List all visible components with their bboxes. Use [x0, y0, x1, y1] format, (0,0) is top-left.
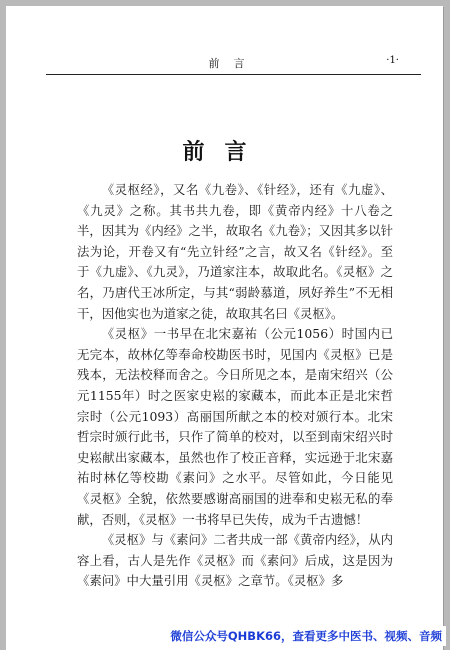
book-page [6, 6, 443, 650]
paragraph-2: 《灵枢》一书早在北宋嘉祐（公元1056）时国内已无完本，故林亿等奉命校勘医书时，见国内《灵枢》已是残本，无法校释而舍之。今日所见之本，是南宋绍兴（公元1155年）时之医家史崧的家藏本，而此本正是北宋哲宗时（公元1093）高丽国所献之本的校对颁行本。北宋哲宗时颁行此书，只作了简单的校对，以至到南宋绍兴时史崧献出家藏本，虽然也作了校正音释，实远逊于北宋嘉祐时林亿等校勘《素问》之水平。尽管如此，今日能见《灵枢》全貌，依然要感谢高丽国的进奉和史崧无私的奉献，否则，《灵枢》一书将早已失传，成为千古遗憾！ [77, 326, 393, 527]
page-header [46, 53, 421, 71]
page-number: ·1· [386, 55, 399, 66]
running-title: 前言 [208, 57, 259, 70]
paragraph-1: 《灵枢经》，又名《九卷》、《针经》，还有《九虚》、《九灵》之称。其书共九卷，即《黄帝内经》十八卷之半，因其为《内经》之半，故取名《九卷》；又因其多以针法为论，开卷又有“先立针经”之言，故又名《针经》。至于《九虚》、《九灵》，乃道家注本，故取此名。《灵枢》之名，乃唐代王冰所定，与其“弱龄慕道，夙好养生”不无相干，因他实也为道家之徒，故取其名曰《灵枢》。 [77, 182, 393, 321]
header-rule [46, 74, 421, 75]
body-text [77, 180, 393, 592]
paragraph-3: 《灵枢》与《素问》二者共成一部《黄帝内经》，从内容上看，古人是先作《灵枢》而《素问》后成，这是因为《素问》中大量引用《灵枢》之章节。《灵枢》多 [77, 532, 393, 589]
chapter-title: 前言 [182, 140, 267, 165]
watermark-banner: 微信公众号QHBK66，查看更多中医书、视频、音频 [166, 626, 446, 646]
